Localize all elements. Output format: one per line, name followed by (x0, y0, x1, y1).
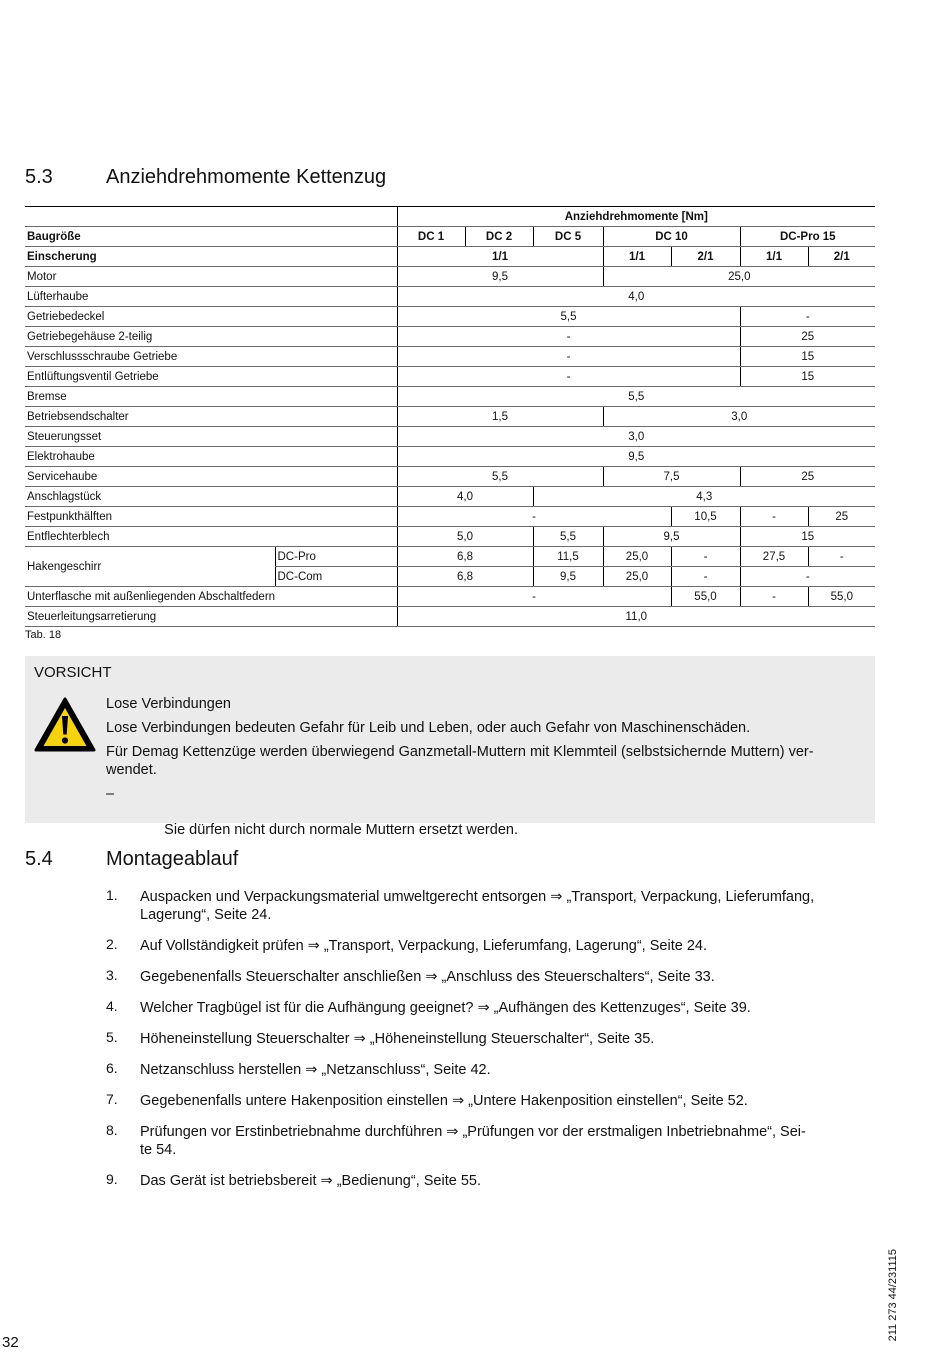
torque-value: 4,0 (397, 287, 875, 307)
step-item (106, 999, 866, 1017)
table-corner-cell (25, 207, 397, 227)
caution-text (106, 695, 871, 863)
warning-triangle-icon (34, 697, 96, 753)
step-number: 9. (106, 1171, 118, 1187)
step-number: 8. (106, 1122, 118, 1138)
torque-value: 55,0 (808, 587, 875, 607)
row-label: Baugröße (25, 227, 397, 247)
row-label: Lüfterhaube (25, 287, 397, 307)
row-label: Hakengeschirr (25, 547, 275, 587)
bullet-text: Sie dürfen nicht durch normale Muttern ersetzt werden. (164, 822, 518, 838)
row-label: Getriebegehäuse 2-teilig (25, 327, 397, 347)
reeving-header: 1/1 (740, 247, 808, 267)
torque-value: 9,5 (603, 527, 740, 547)
torque-table (25, 206, 875, 627)
torque-value: 11,0 (397, 607, 875, 627)
page-number: 32 (2, 1334, 19, 1351)
torque-value: - (397, 367, 740, 387)
caution-consequence: Lose Verbindungen bedeuten Gefahr für Leib und Leben, oder auch Gefahr von Maschinenschäden. (106, 720, 751, 736)
step-item (106, 937, 866, 955)
torque-value: 10,5 (671, 507, 740, 527)
step-text: Gegebenenfalls Steuerschalter anschließen ⇒ „Anschluss des Steuerschalters“, Seite 33. (140, 969, 715, 985)
torque-value: 25,0 (603, 267, 875, 287)
torque-value: - (740, 567, 875, 587)
row-label: Entflechterblech (25, 527, 397, 547)
signal-word: VORSICHT (34, 664, 112, 681)
row-sublabel: DC-Com (275, 567, 397, 587)
assembly-steps-list (106, 888, 866, 1203)
table-caption: Tab. 18 (25, 629, 62, 641)
row-label: Steuerungsset (25, 427, 397, 447)
torque-value: - (671, 567, 740, 587)
table-row-servicehaube (25, 467, 875, 487)
section-heading-5-3 (25, 165, 875, 189)
section-title: Anziehdrehmomente Kettenzug (106, 166, 387, 188)
table-row-baugroesse (25, 227, 875, 247)
torque-value: 15 (740, 367, 875, 387)
torque-value: 9,5 (533, 567, 603, 587)
table-row-steuerungsset (25, 427, 875, 447)
table-row-entlueftungsventil (25, 367, 875, 387)
torque-value: 25,0 (603, 567, 671, 587)
row-label: Festpunkthälften (25, 507, 397, 527)
step-text: Gegebenenfalls untere Hakenposition einstellen ⇒ „Untere Hakenposition einstellen“, Seite 52. (140, 1093, 748, 1109)
table-header-row (25, 207, 875, 227)
table-row-verschlussschraube (25, 347, 875, 367)
torque-value: 5,5 (397, 387, 875, 407)
torque-value: - (740, 307, 875, 327)
step-item (106, 1061, 866, 1079)
row-sublabel: DC-Pro (275, 547, 397, 567)
torque-value: 5,5 (397, 307, 740, 327)
step-text: Das Gerät ist betriebsbereit ⇒ „Bedienung“, Seite 55. (140, 1173, 481, 1189)
torque-value: 3,0 (603, 407, 875, 427)
size-header: DC-Pro 15 (740, 227, 875, 247)
row-label: Steuerleitungsarretierung (25, 607, 397, 627)
row-label: Bremse (25, 387, 397, 407)
torque-value: 5,5 (397, 467, 603, 487)
size-header: DC 2 (465, 227, 533, 247)
table-group-header: Anziehdrehmomente [Nm] (397, 207, 875, 227)
torque-value: 4,0 (397, 487, 533, 507)
reeving-header: 1/1 (397, 247, 603, 267)
row-label: Anschlagstück (25, 487, 397, 507)
reeving-header: 2/1 (671, 247, 740, 267)
size-header: DC 1 (397, 227, 465, 247)
torque-value: 55,0 (671, 587, 740, 607)
torque-value: - (397, 327, 740, 347)
step-text: Welcher Tragbügel ist für die Aufhängung geeignet? ⇒ „Aufhängen des Kettenzuges“, Seite 39. (140, 1000, 751, 1016)
step-text: Auf Vollständigkeit prüfen ⇒ „Transport, Verpackung, Lieferumfang, Lagerung“, Seite 24. (140, 938, 707, 954)
torque-value: 11,5 (533, 547, 603, 567)
step-item (106, 1092, 866, 1110)
torque-value: 5,5 (533, 527, 603, 547)
bullet-marker: – (106, 786, 115, 802)
table-row-steuerleitungsarretierung (25, 607, 875, 627)
size-header: DC 10 (603, 227, 740, 247)
torque-value: 15 (740, 527, 875, 547)
table-row-festpunkthaelften (25, 507, 875, 527)
table-row-getriebedeckel (25, 307, 875, 327)
step-number: 5. (106, 1029, 118, 1045)
reeving-header: 1/1 (603, 247, 671, 267)
table-row-einscherung (25, 247, 875, 267)
table-row-hakengeschirr-dc-pro (25, 547, 875, 567)
torque-value: 25 (808, 507, 875, 527)
table-row-elektrohaube (25, 447, 875, 467)
torque-value: 25 (740, 467, 875, 487)
row-label: Einscherung (25, 247, 397, 267)
row-label: Betriebsendschalter (25, 407, 397, 427)
step-number: 6. (106, 1060, 118, 1076)
torque-value: 15 (740, 347, 875, 367)
table-row-entflechterblech (25, 527, 875, 547)
torque-value: - (740, 587, 808, 607)
row-label: Elektrohaube (25, 447, 397, 467)
table-row-anschlagstueck (25, 487, 875, 507)
caution-box (25, 656, 875, 838)
torque-value: 1,5 (397, 407, 603, 427)
row-label: Servicehaube (25, 467, 397, 487)
torque-value: - (808, 547, 875, 567)
section-title: Montageablauf (106, 848, 239, 870)
torque-value: - (397, 587, 671, 607)
torque-value: - (397, 347, 740, 367)
step-item (106, 968, 866, 986)
step-number: 7. (106, 1091, 118, 1107)
caution-hazard: Lose Verbindungen (106, 696, 231, 712)
row-label: Unterflasche mit außenliegenden Abschaltfedern (25, 587, 397, 607)
step-number: 4. (106, 998, 118, 1014)
section-number: 5.4 (25, 848, 53, 870)
torque-value: 7,5 (603, 467, 740, 487)
row-label: Verschlussschraube Getriebe (25, 347, 397, 367)
step-item (106, 1030, 866, 1048)
torque-value: 27,5 (740, 547, 808, 567)
torque-value: 5,0 (397, 527, 533, 547)
caution-info: Für Demag Kettenzüge werden überwiegend Ganzmetall-Muttern mit Klemmteil (selbstsichernde Muttern) ver- wendet. (106, 744, 814, 778)
step-text: Höheneinstellung Steuerschalter ⇒ „Höheneinstellung Steuerschalter“, Seite 35. (140, 1031, 655, 1047)
table-row-luefterhaube (25, 287, 875, 307)
torque-value: 4,3 (533, 487, 875, 507)
table-row-betriebsendschalter (25, 407, 875, 427)
table-row-motor (25, 267, 875, 287)
step-text: Netzanschluss herstellen ⇒ „Netzanschluss“, Seite 42. (140, 1062, 491, 1078)
step-number: 1. (106, 887, 118, 903)
table-row-bremse (25, 387, 875, 407)
torque-value: - (740, 507, 808, 527)
section-number: 5.3 (25, 166, 53, 188)
torque-value: 9,5 (397, 447, 875, 467)
step-item (106, 888, 866, 924)
torque-value: 6,8 (397, 567, 533, 587)
row-label: Motor (25, 267, 397, 287)
torque-value: - (671, 547, 740, 567)
step-number: 3. (106, 967, 118, 983)
torque-value: - (397, 507, 671, 527)
size-header: DC 5 (533, 227, 603, 247)
step-item (106, 1123, 866, 1159)
table-row-getriebegehaeuse (25, 327, 875, 347)
row-label: Entlüftungsventil Getriebe (25, 367, 397, 387)
torque-value: 9,5 (397, 267, 603, 287)
row-label: Getriebedeckel (25, 307, 397, 327)
step-number: 2. (106, 936, 118, 952)
torque-value: 3,0 (397, 427, 875, 447)
document-number: 211 273 44/231115 (887, 1249, 899, 1342)
step-text: Prüfungen vor Erstinbetriebnahme durchführen ⇒ „Prüfungen vor der erstmaligen Inbetriebnahme“, Sei- te 54. (140, 1124, 806, 1158)
step-text: Auspacken und Verpackungsmaterial umweltgerecht entsorgen ⇒ „Transport, Verpackung, Lieferumfang, Lagerung“, Seite 24. (140, 889, 815, 923)
torque-value: 25 (740, 327, 875, 347)
section-heading-5-4 (25, 847, 875, 871)
table-row-unterflasche (25, 587, 875, 607)
torque-value: 6,8 (397, 547, 533, 567)
step-item (106, 1172, 866, 1190)
torque-value: 25,0 (603, 547, 671, 567)
reeving-header: 2/1 (808, 247, 875, 267)
